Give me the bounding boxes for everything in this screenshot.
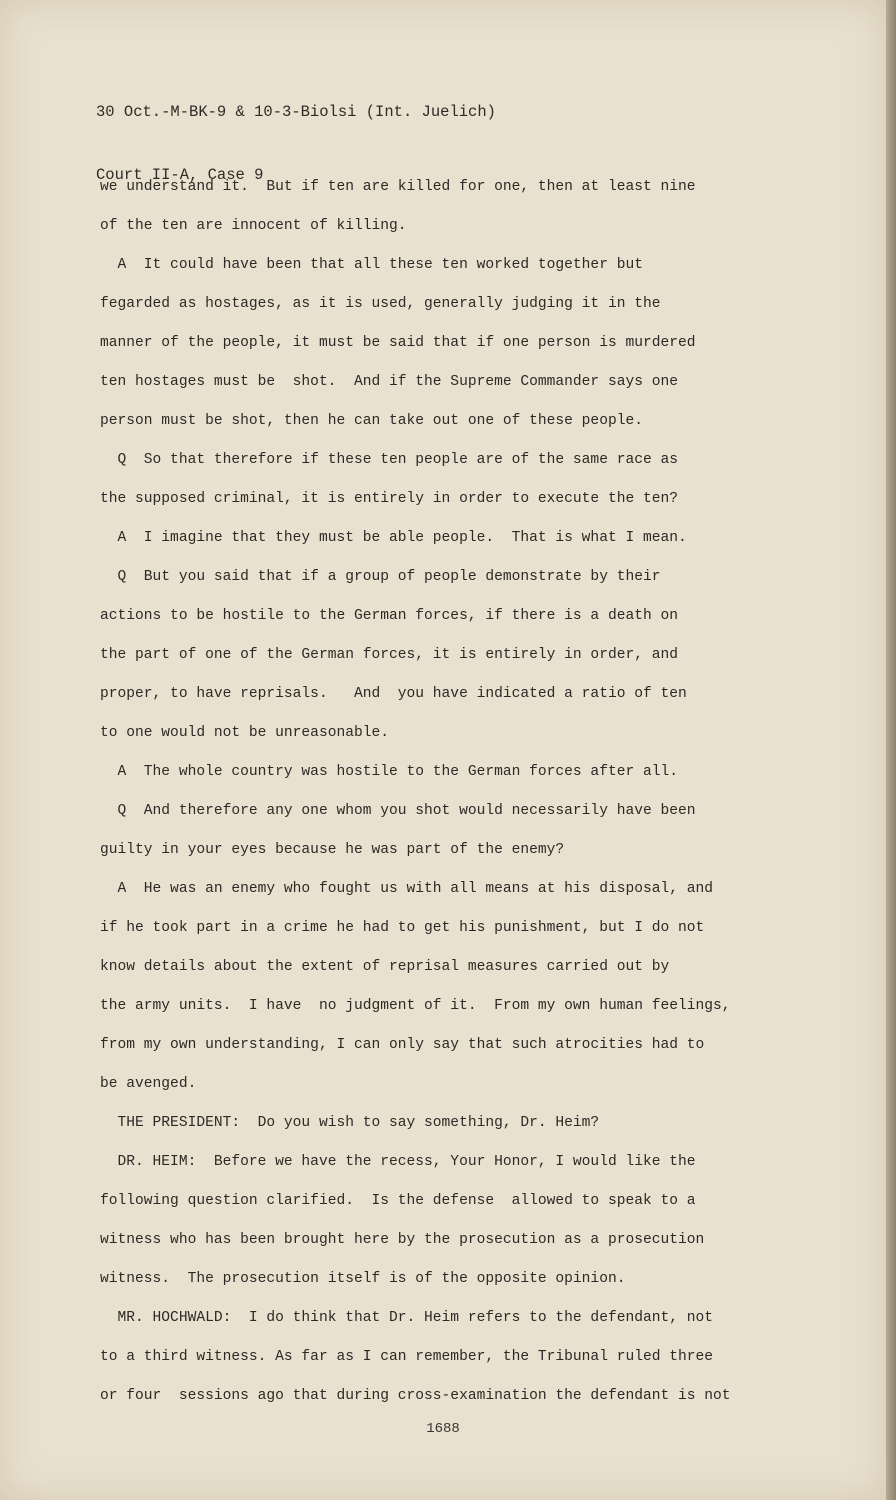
text-line: or four sessions ago that during cross-examination the defendant is not [100,1388,731,1404]
text-line: from my own understanding, I can only say that such atrocities had to [100,1037,705,1053]
text-line: we understand it. But if ten are killed for one, then at least nine [100,179,696,195]
text-line: to one would not be unreasonable. [100,725,390,741]
text-line: to a third witness. As far as I can remember, the Tribunal ruled three [100,1349,714,1365]
text-line: person must be shot, then he can take out one of these people. [100,413,643,429]
text-line: the supposed criminal, it is entirely in order to execute the ten? [100,491,679,507]
text-line: the army units. I have no judgment of it. From my own human feelings, [100,998,731,1014]
text-line: fegarded as hostages, as it is used, generally judging it in the [100,296,661,312]
text-line: of the ten are innocent of killing. [100,218,407,234]
text-line: manner of the people, it must be said that if one person is murdered [100,335,696,351]
page-number: 1688 [426,1421,460,1437]
text-line: know details about the extent of reprisal measures carried out by [100,959,670,975]
page-edge [886,0,896,1500]
transcript-body [100,172,800,1420]
text-line: be avenged. [100,1076,197,1092]
text-line: MR. HOCHWALD: I do think that Dr. Heim refers to the defendant, not [100,1310,714,1326]
text-line: actions to be hostile to the German forces, if there is a death on [100,608,679,624]
text-line: Q So that therefore if these ten people are of the same race as [100,452,679,468]
text-line: A He was an enemy who fought us with all means at his disposal, and [100,881,714,897]
text-line: A I imagine that they must be able people. That is what I mean. [100,530,687,546]
text-line: following question clarified. Is the defense allowed to speak to a [100,1193,696,1209]
text-line: THE PRESIDENT: Do you wish to say something, Dr. Heim? [100,1115,600,1131]
text-line: witness. The prosecution itself is of the opposite opinion. [100,1271,626,1287]
text-line: Q And therefore any one whom you shot would necessarily have been [100,803,696,819]
text-line: witness who has been brought here by the prosecution as a prosecution [100,1232,705,1248]
text-line: proper, to have reprisals. And you have indicated a ratio of ten [100,686,687,702]
header-line-2: Court II-A, Case 9 [96,166,264,184]
text-line: Q But you said that if a group of people demonstrate by their [100,569,661,585]
text-line: DR. HEIM: Before we have the recess, Your Honor, I would like the [100,1154,696,1170]
text-line: A The whole country was hostile to the German forces after all. [100,764,679,780]
header-line-1: 30 Oct.-M-BK-9 & 10-3-Biolsi (Int. Juelich) [96,103,496,121]
text-line: the part of one of the German forces, it is entirely in order, and [100,647,679,663]
text-line: if he took part in a crime he had to get his punishment, but I do not [100,920,705,936]
text-line: guilty in your eyes because he was part of the enemy? [100,842,565,858]
text-line: A It could have been that all these ten worked together but [100,257,643,273]
text-line: ten hostages must be shot. And if the Supreme Commander says one [100,374,679,390]
